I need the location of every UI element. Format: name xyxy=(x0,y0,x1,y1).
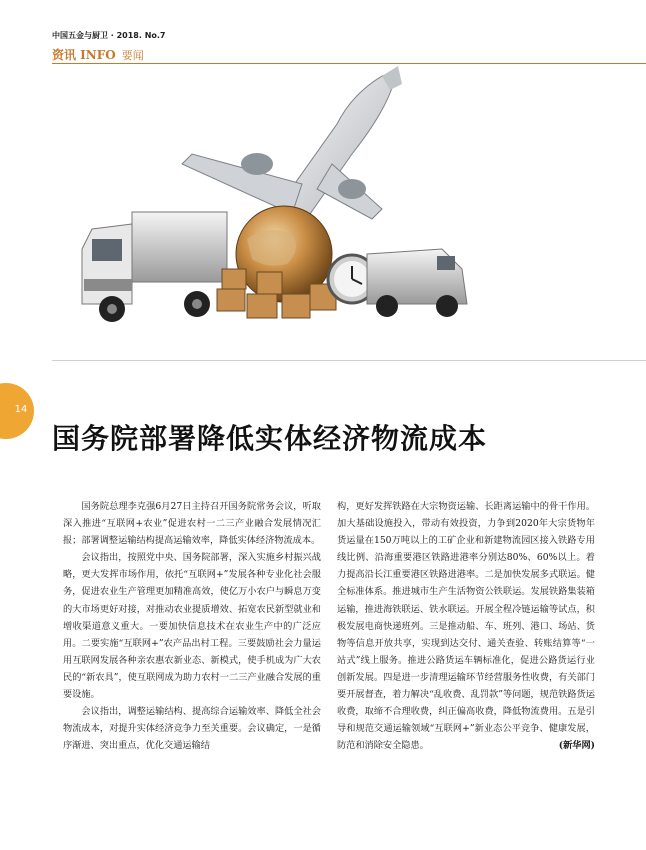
section-label xyxy=(52,46,144,62)
publication-header: 中国五金与厨卫 · 2018. No.7 xyxy=(52,31,166,40)
article-title: 国务院部署降低实体经济物流成本 xyxy=(52,422,488,455)
paragraph: 会议指出，按照党中央、国务院部署，深入实施乡村振兴战略，更大发挥市场作用，依托“互联网+”发展各种专业化社会服务，促进农业生产管理更加精准高效，使亿万小农户与瞬息万变的大市场更好对接，对推动农业提质增效、拓宽农民新型就业和增收渠道意义重大。一要加快信息技术在农业生产中的广泛应用。二要实施“互联网+”农产品出村工程。三要鼓励社会力量运用互联网发展各种亲农惠农新业态、新模式，使手机成为广大农民的“新农具”，使互联网成为助力农村一二三产业融合发展的重要设施。 xyxy=(63,552,321,701)
paragraph xyxy=(337,498,595,754)
article-source: (新华网) xyxy=(558,740,595,752)
section-sub: 要闻 xyxy=(121,49,144,62)
van-right xyxy=(367,249,467,317)
section-main: 资讯 INFO xyxy=(52,48,116,62)
article-right-column xyxy=(337,498,595,754)
paragraph: 会议指出，调整运输结构、提高综合运输效率、降低全社会物流成本，对提升实体经济竞争力至关重要。会议确定，一是循序渐进、突出重点，优化交通运输结 xyxy=(63,706,321,752)
paragraph-text: 构，更好发挥铁路在大宗物资运输、长距离运输中的骨干作用。加大基础设施投入，带动有效投资，力争到2020年大宗货物年货运量在150万吨以上的工矿企业和新建物流园区接入铁路专用线比例、沿海重要港区铁路进港率分别达80%、60%以上。着力提高沿长江重要港区铁路进港率。二是加快发展多式联运。健全标准体系。推进城市生产生活物资公铁联运。发展铁路集装箱运输，推进海铁联运、铁水联运。开展全程冷链运输等试点，积极发展电商快递班列。三是推动船、车、班列、港口、场站、货物等信息开放共享，实现到达交付、通关查验、转账结算等“一站式”线上服务。推进公路货运车辆标准化，促进公路货运行业创新发展。四是进一步清理运输环节经营服务性收费，有关部门要开展督查，着力解决“乱收费、乱罚款”等问题，规范铁路货运收费，取缔不合理收费，纠正偏高收费，降低物流费用。五是引导和规范交通运输领域“互联网+”新业态公平竞争、健康发展，防范和消除安全隐患。 xyxy=(337,501,595,752)
paragraph: 国务院总理李克强6月27日主持召开国务院常务会议，听取深入推进“互联网+农业”促进农村一二三产业融合发展情况汇报；部署调整运输结构提高运输效率，降低实体经济物流成本。 xyxy=(63,501,321,547)
page-number: 14 xyxy=(14,404,28,415)
hero-image xyxy=(52,64,646,361)
truck-left xyxy=(82,212,227,322)
logistics-illustration-icon xyxy=(52,64,646,360)
article-left-column xyxy=(63,498,321,754)
